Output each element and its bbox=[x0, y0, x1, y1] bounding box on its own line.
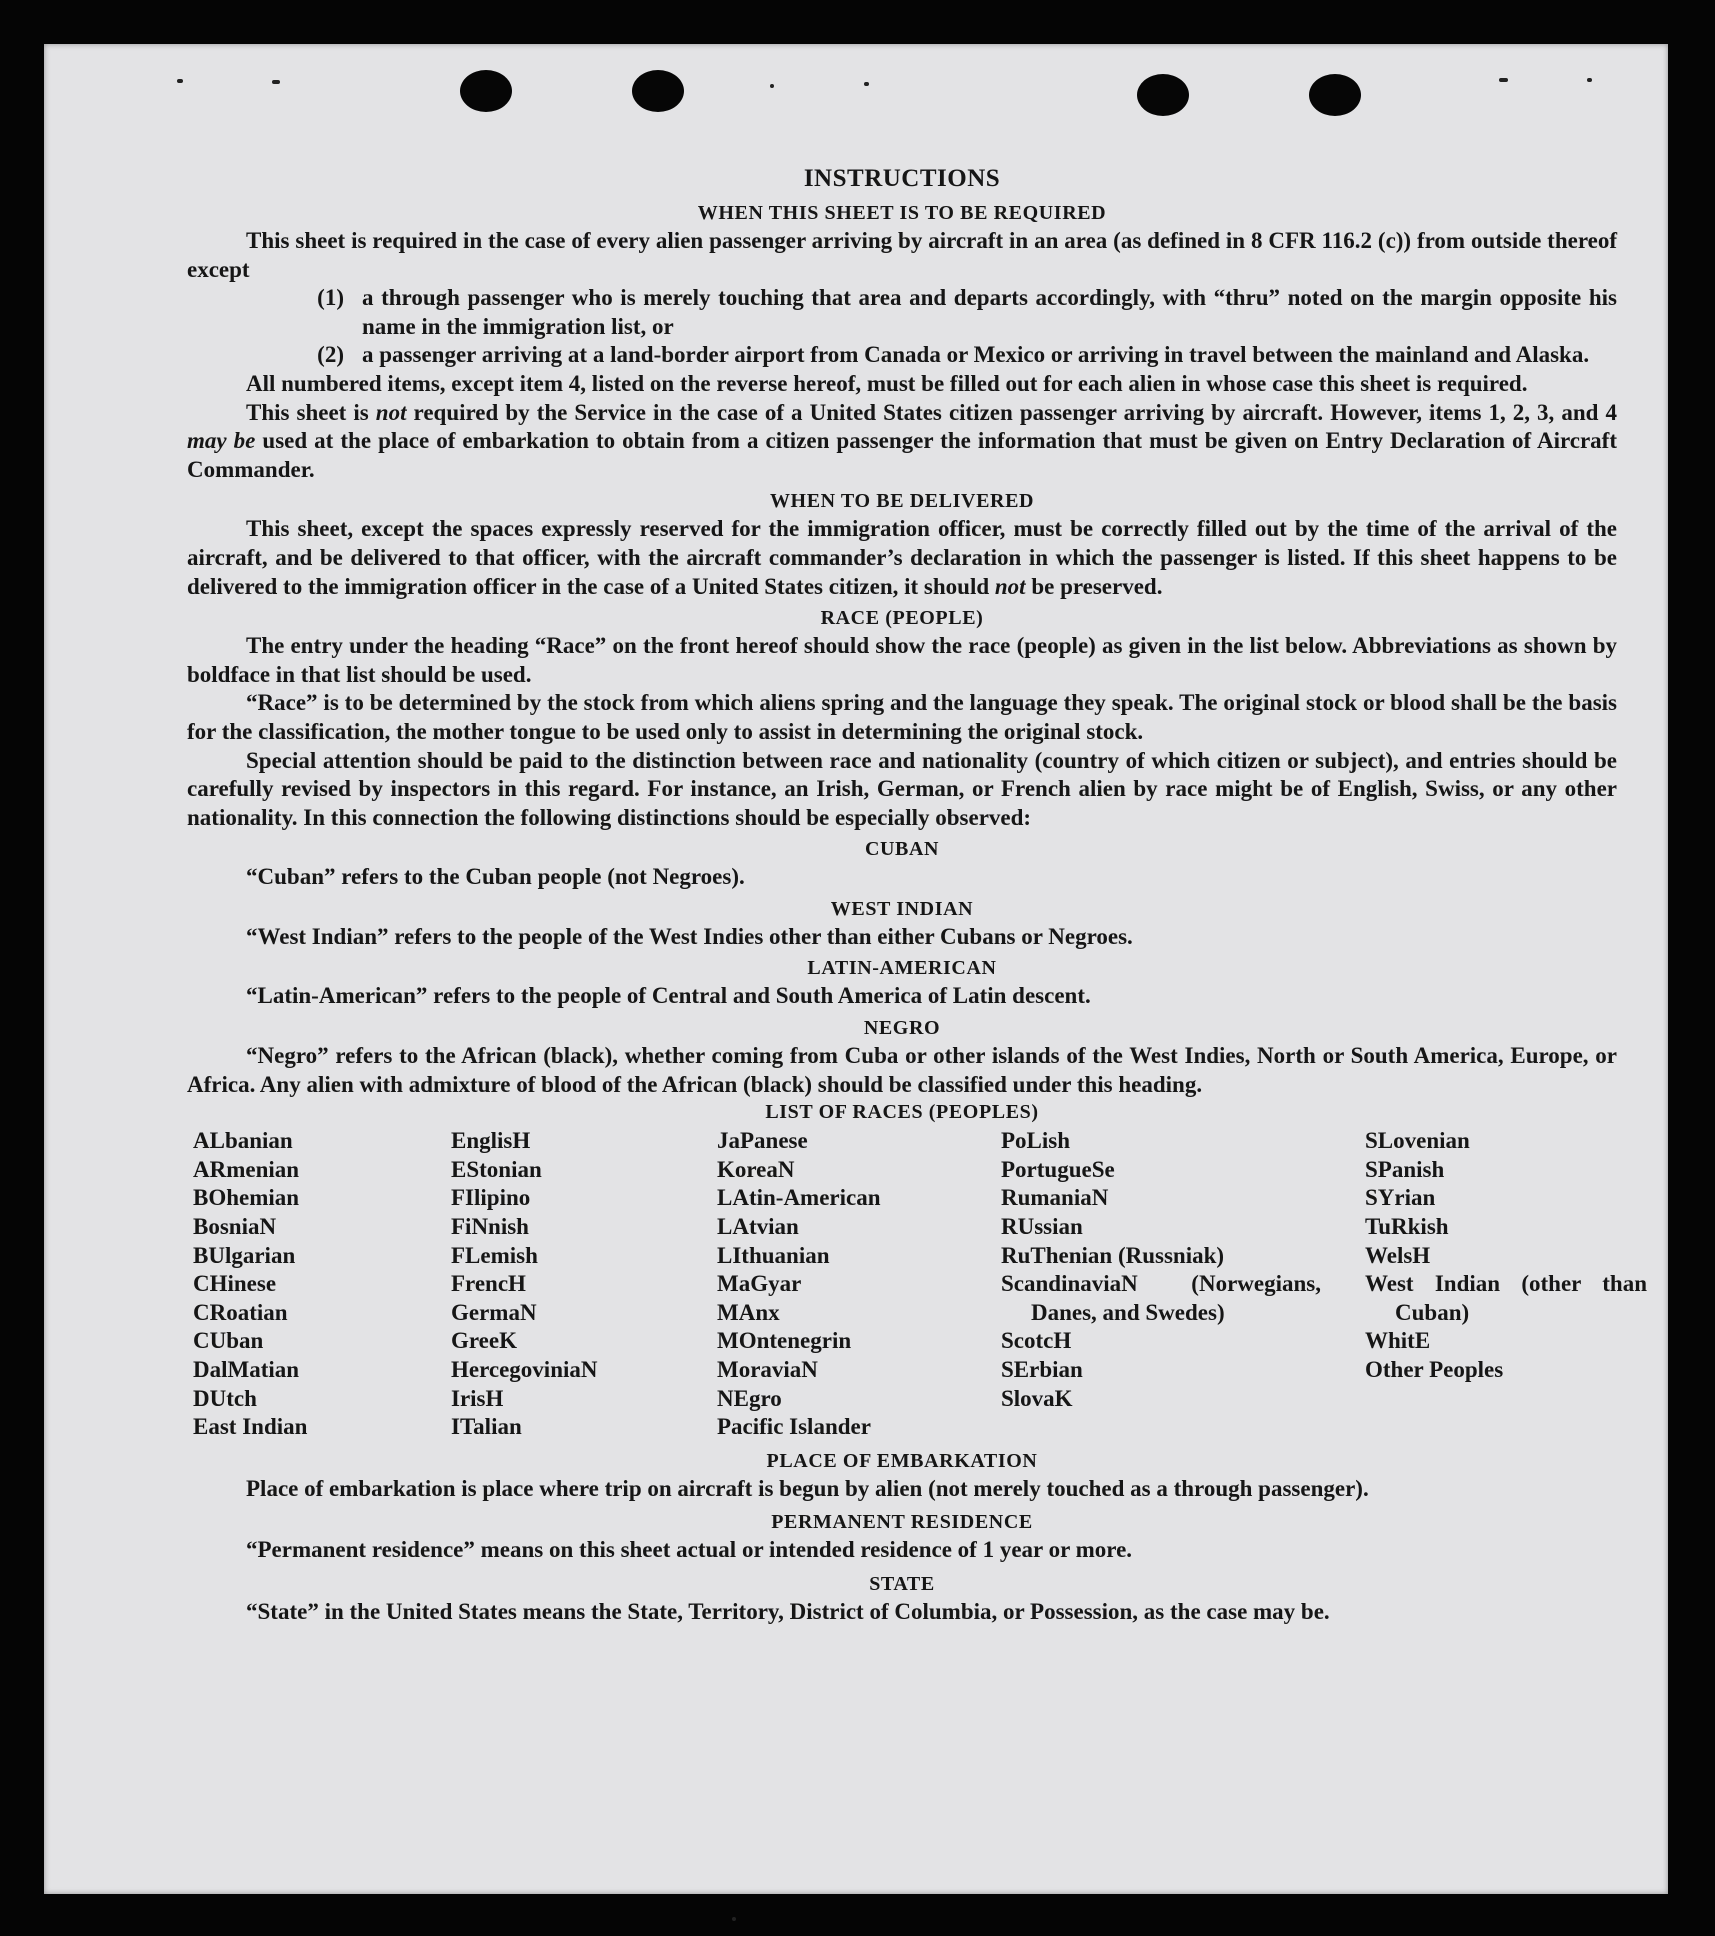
race-entry: MoraviaN bbox=[717, 1357, 818, 1382]
races-column-3 bbox=[717, 1127, 1001, 1442]
race-entry: CRoatian bbox=[193, 1299, 288, 1325]
race-entry: BOhemian bbox=[193, 1185, 300, 1211]
race-entry: SlovaK bbox=[1001, 1385, 1073, 1411]
race-entry: FrencH bbox=[451, 1271, 526, 1297]
race-entry: FLemish bbox=[451, 1242, 538, 1268]
race-paragraph-3: Special attention should be paid to the distinction between race and nationality (country of which citizen or subject), and entries should be carefully revised by inspectors in this regard. For instance, an Irish, German, or French alien by race might be of English, Swiss, or any other nationality. In this connection the following distinctions should be especially observed: bbox=[187, 747, 1617, 830]
race-entry: FIlipino bbox=[451, 1185, 531, 1211]
race-entry: CUban bbox=[193, 1328, 264, 1354]
required-paragraph-3 bbox=[187, 399, 1617, 485]
heading-latin-american: LATIN-AMERICAN bbox=[807, 957, 997, 980]
text-run: This sheet is bbox=[246, 399, 376, 425]
race-paragraph-1: The entry under the heading “Race” on the front hereof should show the race (people) as given in the list below. Abbreviations as shown by boldface in that list should be used. bbox=[187, 633, 1617, 687]
race-entry: ARmenian bbox=[193, 1156, 300, 1182]
races-column-2 bbox=[451, 1127, 717, 1442]
race-entry: DUtch bbox=[193, 1385, 257, 1411]
latin-american-text: “Latin-American” refers to the people of Central and South America of Latin descent. bbox=[246, 983, 1091, 1009]
races-group bbox=[1001, 1327, 1365, 1413]
exception-item-1 bbox=[187, 284, 1617, 341]
race-entry: Pacific Islander bbox=[717, 1414, 871, 1440]
instructions-body bbox=[187, 162, 1647, 1627]
race-entry: FiNnish bbox=[451, 1214, 529, 1240]
race-paragraph-2: “Race” is to be determined by the stock from which aliens spring and the language they speak. The original stock or blood shall be the basis for the classification, the mother tongue to be used only to assist in determining the original stock. bbox=[187, 690, 1617, 744]
race-entry: BosniaN bbox=[193, 1214, 277, 1240]
race-entry: SPanish bbox=[1365, 1156, 1445, 1182]
speck bbox=[732, 1917, 736, 1921]
heading-embarkation: PLACE OF EMBARKATION bbox=[766, 1449, 1038, 1472]
heading-race: RACE (PEOPLE) bbox=[820, 607, 984, 630]
text-run-italic: not bbox=[994, 573, 1026, 599]
item-number: (1) bbox=[317, 285, 344, 311]
race-entry: BUlgarian bbox=[193, 1242, 296, 1268]
race-entry: LAtvian bbox=[717, 1214, 799, 1240]
race-entry: SYrian bbox=[1365, 1185, 1436, 1211]
speck bbox=[770, 84, 774, 88]
races-group bbox=[1365, 1327, 1617, 1384]
races-group bbox=[1001, 1127, 1365, 1270]
negro-text: “Negro” refers to the African (black), whether coming from Cuba or other islands of the West Indies, North or South America, Europe, or Africa. Any alien with admixture of blood of the African (black) should be classified under this heading. bbox=[187, 1043, 1617, 1097]
races-column-1 bbox=[187, 1127, 451, 1442]
race-entry: ALbanian bbox=[193, 1128, 293, 1154]
race-entry: MaGyar bbox=[717, 1271, 802, 1297]
text-run: used at the place of embarkation to obtain from a citizen passenger the information that must be given on Entry Declaration of Aircraft Commander. bbox=[187, 428, 1618, 482]
heading-state: STATE bbox=[869, 1572, 935, 1595]
race-entry: LIthuanian bbox=[717, 1242, 830, 1268]
west-indian-text: “West Indian” refers to the people of the West Indies other than either Cubans or Negroes. bbox=[246, 923, 1133, 949]
required-paragraph-2: All numbered items, except item 4, listed on the reverse hereof, must be filled out for each alien in whose case this sheet is required. bbox=[246, 370, 1528, 396]
heading-permanent-residence: PERMANENT RESIDENCE bbox=[771, 1511, 1033, 1534]
race-entry: SLovenian bbox=[1365, 1128, 1470, 1154]
speck bbox=[1587, 78, 1592, 82]
race-entry: CHinese bbox=[193, 1271, 277, 1297]
heading-cuban: CUBAN bbox=[864, 838, 940, 861]
races-list bbox=[187, 1127, 1647, 1442]
item-text: a through passenger who is merely touching that area and departs accordingly, with “thru” noted on the margin opposite his name in the immigration list, or bbox=[362, 285, 1617, 339]
races-column-4 bbox=[1001, 1127, 1365, 1442]
item-text: a passenger arriving at a land-border airport from Canada or Mexico or arriving in travel between the mainland and Alaska. bbox=[362, 342, 1590, 368]
text-run: be preserved. bbox=[1025, 573, 1163, 599]
heading-west-indian: WEST INDIAN bbox=[830, 897, 974, 920]
race-entry: JaPanese bbox=[717, 1128, 808, 1154]
embarkation-text: Place of embarkation is place where trip on aircraft is begun by alien (not merely touched as a through passenger). bbox=[246, 1475, 1369, 1501]
races-group bbox=[1365, 1127, 1617, 1270]
race-entry: LAtin-American bbox=[717, 1185, 881, 1211]
page-title: INSTRUCTIONS bbox=[803, 165, 1001, 192]
heading-required: WHEN THIS SHEET IS TO BE REQUIRED bbox=[697, 202, 1107, 224]
speck bbox=[1499, 78, 1508, 82]
punch-hole-3 bbox=[1137, 74, 1189, 116]
exception-item-2 bbox=[187, 341, 1617, 370]
cuban-text: “Cuban” refers to the Cuban people (not Negroes). bbox=[246, 864, 745, 890]
race-entry: GermaN bbox=[451, 1299, 537, 1325]
speck bbox=[864, 82, 869, 86]
race-entry: SErbian bbox=[1001, 1357, 1083, 1382]
race-entry: East Indian bbox=[193, 1414, 308, 1440]
race-entry: PortugueSe bbox=[1001, 1156, 1115, 1182]
race-entry: NEgro bbox=[717, 1385, 782, 1411]
race-entry: WelsH bbox=[1365, 1242, 1431, 1268]
race-entry: PoLish bbox=[1001, 1128, 1071, 1154]
text-run: This sheet, except the spaces expressly reserved for the immigration officer, must be correctly filled out by the time of the arrival of the aircraft, and be delivered to that officer, with the aircraft commander’s declaration in which the passenger is listed. If this sheet happens to be delivered to the immigration officer in the case of a United States citizen, it should bbox=[187, 516, 1617, 599]
punch-hole-4 bbox=[1309, 74, 1361, 116]
text-run: required by the Service in the case of a United States citizen passenger arriving by aircraft. However, items 1, 2, 3, and 4 bbox=[406, 399, 1617, 425]
race-entry: EnglisH bbox=[451, 1128, 531, 1154]
delivered-paragraph bbox=[187, 515, 1617, 601]
item-number: (2) bbox=[317, 342, 344, 368]
race-entry: West Indian (other than Cuban) bbox=[1365, 1271, 1647, 1325]
race-entry: DalMatian bbox=[193, 1357, 300, 1382]
document-sheet bbox=[44, 44, 1668, 1894]
heading-negro: NEGRO bbox=[863, 1017, 941, 1040]
race-entry: EStonian bbox=[451, 1156, 542, 1182]
state-text: “State” in the United States means the State, Territory, District of Columbia, or Possession, as the case may be. bbox=[246, 1598, 1330, 1624]
race-entry: MOntenegrin bbox=[717, 1328, 852, 1354]
race-entry: RuThenian (Russniak) bbox=[1001, 1242, 1225, 1268]
race-entry: MAnx bbox=[717, 1299, 780, 1325]
races-column-5 bbox=[1365, 1127, 1647, 1442]
race-entry: RUssian bbox=[1001, 1214, 1083, 1240]
race-entry: HercegoviniaN bbox=[451, 1357, 598, 1382]
race-entry: ITalian bbox=[451, 1414, 522, 1440]
race-entry: ScotcH bbox=[1001, 1328, 1072, 1354]
text-run-italic: may be bbox=[187, 428, 256, 454]
race-entry: Other Peoples bbox=[1365, 1357, 1504, 1382]
residence-text: “Permanent residence” means on this sheet actual or intended residence of 1 year or more. bbox=[246, 1537, 1133, 1563]
required-paragraph-1: This sheet is required in the case of every alien passenger arriving by aircraft in an area (as defined in 8 CFR 116.2 (c)) from outside thereof except bbox=[187, 228, 1617, 282]
race-entry: TuRkish bbox=[1365, 1214, 1449, 1240]
race-entry: GreeK bbox=[451, 1328, 517, 1354]
race-entry: KoreaN bbox=[717, 1156, 795, 1182]
heading-list-of-races: LIST OF RACES (PEOPLES) bbox=[765, 1101, 1039, 1124]
text-run-italic: not bbox=[375, 399, 407, 425]
speck bbox=[272, 80, 280, 84]
speck bbox=[177, 79, 183, 83]
race-entry: WhitE bbox=[1365, 1328, 1431, 1354]
heading-delivered: WHEN TO BE DELIVERED bbox=[769, 490, 1035, 513]
race-entry: RumaniaN bbox=[1001, 1185, 1109, 1211]
race-entry: ScandinaviaN (Norwegians, Danes, and Swedes) bbox=[1001, 1271, 1321, 1325]
race-entry: IrisH bbox=[451, 1385, 504, 1411]
punch-hole-2 bbox=[632, 70, 684, 112]
punch-hole-1 bbox=[460, 70, 512, 112]
